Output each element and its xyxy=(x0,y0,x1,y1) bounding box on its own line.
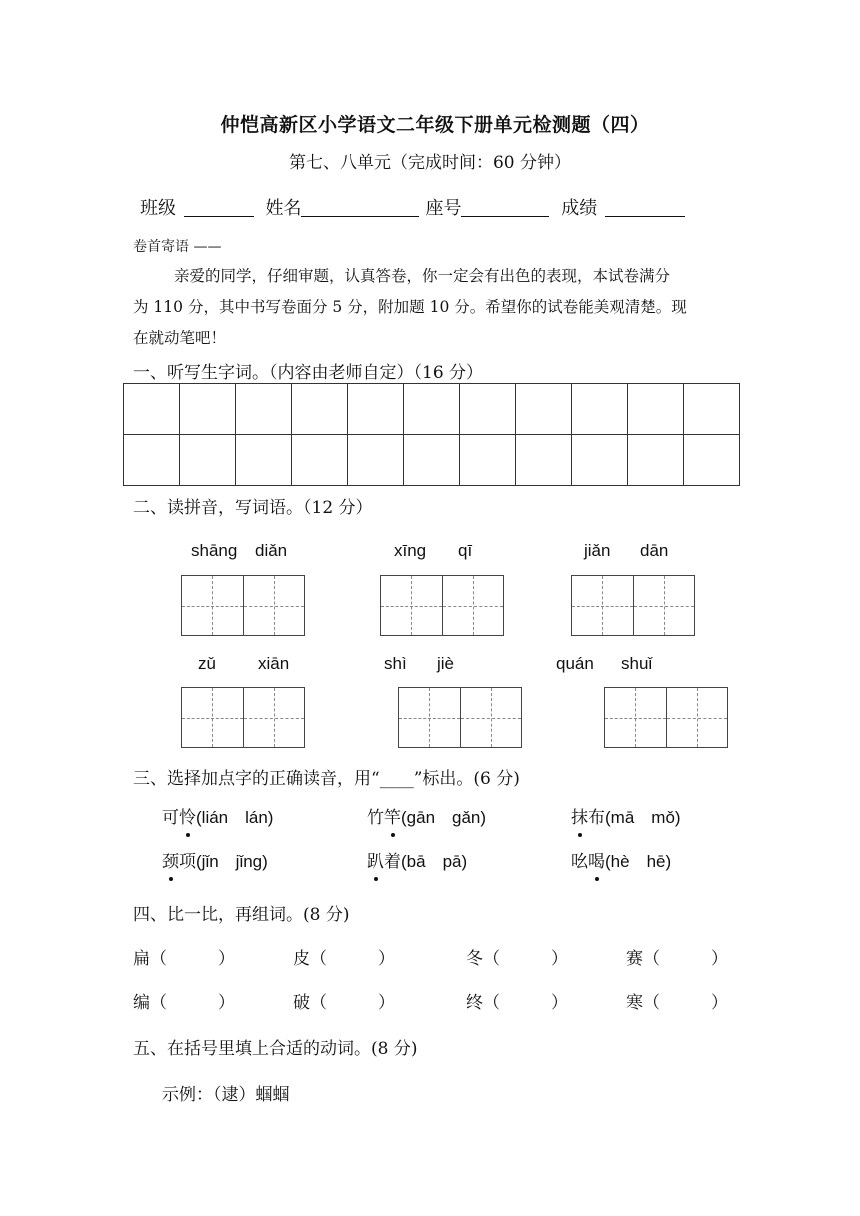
grid-cell[interactable] xyxy=(124,384,180,435)
grid-cell[interactable] xyxy=(516,435,572,486)
section-5-heading: 五、在括号里填上合适的动词。(8 分) xyxy=(133,1039,418,1059)
compare-item[interactable]: 赛（ ） xyxy=(626,949,728,969)
grid-cell[interactable] xyxy=(292,435,348,486)
grid-cell[interactable] xyxy=(516,384,572,435)
grid-cell[interactable] xyxy=(236,435,292,486)
reading-item: 抹布(mā mǒ) xyxy=(571,808,681,828)
compare-item[interactable]: 编（ ） xyxy=(133,993,235,1013)
grid-cell[interactable] xyxy=(348,384,404,435)
reading-item: 趴着(bā pā) xyxy=(367,852,468,872)
pinyin: xīng xyxy=(394,541,427,560)
reading-options[interactable]: (hè hē) xyxy=(605,852,672,871)
grid-cell[interactable] xyxy=(572,384,628,435)
grid-cell[interactable] xyxy=(628,435,684,486)
seat-label: 座号 xyxy=(425,198,462,219)
name-label: 姓名 xyxy=(265,198,302,219)
grid-cell[interactable] xyxy=(460,435,516,486)
compare-item[interactable]: 破（ ） xyxy=(293,993,395,1013)
pinyin: shì xyxy=(384,654,407,673)
student-info-line xyxy=(140,194,691,220)
grid-cell[interactable] xyxy=(348,435,404,486)
grid-cell[interactable] xyxy=(236,384,292,435)
pinyin: dān xyxy=(640,541,669,560)
grid-cell[interactable] xyxy=(404,384,460,435)
class-blank[interactable] xyxy=(184,198,254,217)
dotted-char: 抹 xyxy=(571,808,588,828)
score-blank[interactable] xyxy=(605,198,685,217)
pinyin: zǔ xyxy=(198,654,216,673)
motto-line-1: 亲爱的同学，仔细审题，认真答卷，你一定会有出色的表现，本试卷满分 xyxy=(174,267,671,285)
motto-line-2: 为 110 分，其中书写卷面分 5 分，附加题 10 分。希望你的试卷能美观清楚。现 xyxy=(133,298,687,316)
reading-options[interactable]: (mā mǒ) xyxy=(605,808,681,827)
compare-item[interactable]: 寒（ ） xyxy=(626,993,728,1013)
writing-box[interactable] xyxy=(181,687,305,748)
grid-cell[interactable] xyxy=(292,384,348,435)
pinyin: quán xyxy=(556,654,594,673)
name-blank[interactable] xyxy=(301,198,419,217)
section-3-heading: 三、选择加点字的正确读音，用“____”标出。(6 分) xyxy=(133,769,520,789)
reading-item: 颈项(jǐn jǐng) xyxy=(162,852,268,872)
writing-box[interactable] xyxy=(604,687,728,748)
pinyin: xiān xyxy=(258,654,290,673)
compare-item[interactable]: 扁（ ） xyxy=(133,949,235,969)
grid-cell[interactable] xyxy=(180,435,236,486)
reading-options[interactable]: (lián lán) xyxy=(196,808,274,827)
grid-cell[interactable] xyxy=(684,435,740,486)
compare-item[interactable]: 冬（ ） xyxy=(466,949,568,969)
grid-cell[interactable] xyxy=(180,384,236,435)
pinyin: shuǐ xyxy=(621,654,653,673)
writing-box[interactable] xyxy=(380,575,504,636)
page-title: 仲恺高新区小学语文二年级下册单元检测题（四） xyxy=(220,114,650,136)
seat-blank[interactable] xyxy=(461,198,549,217)
pinyin: qī xyxy=(458,541,473,560)
grid-cell[interactable] xyxy=(628,384,684,435)
grid-cell[interactable] xyxy=(460,384,516,435)
class-label: 班级 xyxy=(140,198,176,219)
pinyin: jiè xyxy=(437,654,455,673)
writing-box[interactable] xyxy=(181,575,305,636)
section-2-heading: 二、读拼音，写词语。（12 分） xyxy=(133,498,373,518)
section-4-heading: 四、比一比，再组词。(8 分) xyxy=(133,905,350,925)
compare-item[interactable]: 皮（ ） xyxy=(293,949,395,969)
dotted-char: 趴 xyxy=(367,852,384,872)
reading-item: 吆喝(hè hē) xyxy=(571,852,672,872)
pinyin: jiǎn xyxy=(584,541,611,560)
grid-cell[interactable] xyxy=(404,435,460,486)
grid-cell[interactable] xyxy=(124,435,180,486)
reading-options[interactable]: (jǐn jǐng) xyxy=(196,852,268,871)
reading-item: 可怜(lián lán) xyxy=(162,808,274,828)
reading-item: 竹竿(gān gǎn) xyxy=(367,808,487,828)
reading-options[interactable]: (gān gǎn) xyxy=(401,808,487,827)
compare-item[interactable]: 终（ ） xyxy=(466,993,568,1013)
dotted-char: 喝 xyxy=(588,852,605,872)
writing-box[interactable] xyxy=(571,575,695,636)
pinyin: shāng xyxy=(191,541,238,560)
example-line: 示例：（逮）蝈蝈 xyxy=(162,1085,290,1105)
writing-box[interactable] xyxy=(398,687,522,748)
dictation-grid xyxy=(123,383,740,486)
dotted-char: 怜 xyxy=(179,808,196,828)
motto-heading: 卷首寄语 —— xyxy=(133,239,222,255)
grid-cell[interactable] xyxy=(572,435,628,486)
motto-line-3: 在就动笔吧！ xyxy=(133,329,227,347)
reading-options[interactable]: (bā pā) xyxy=(401,852,468,871)
section-1-heading: 一、听写生字词。（内容由老师自定）（16 分） xyxy=(133,363,484,383)
pinyin: diǎn xyxy=(255,541,288,560)
dotted-char: 颈 xyxy=(162,852,179,872)
page-subtitle: 第七、八单元（完成时间：60 分钟） xyxy=(288,153,572,173)
dotted-char: 竿 xyxy=(384,808,401,828)
grid-cell[interactable] xyxy=(684,384,740,435)
score-label: 成绩 xyxy=(561,198,598,219)
